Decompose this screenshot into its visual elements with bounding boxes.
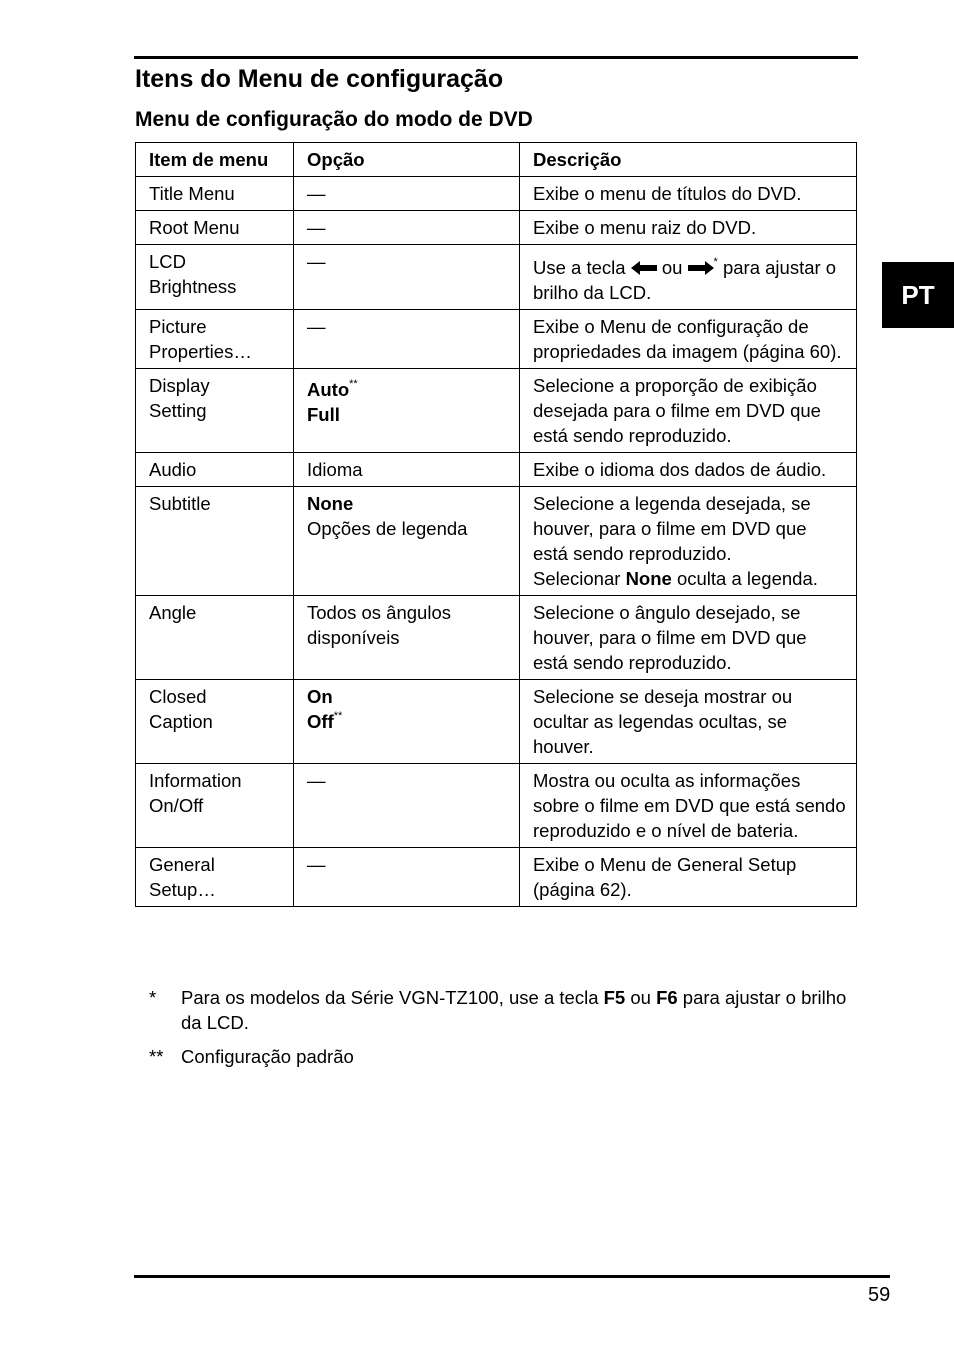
row-item-line: Picture [149,316,207,337]
row-item: Root Menu [136,211,294,245]
header-item: Item de menu [136,143,294,177]
option-value: Auto [307,379,350,400]
option-value: Off [307,711,334,732]
option-value: Full [307,404,340,425]
description-text: Selecionar [533,568,626,589]
row-description: Exibe o idioma dos dados de áudio. [520,453,857,487]
header-description: Descrição [520,143,857,177]
bottom-rule [134,1275,890,1278]
footnote-text [181,985,849,1035]
row-item: Subtitle [136,487,294,596]
row-description: Exibe o menu raiz do DVD. [520,211,857,245]
language-tab: PT [882,262,954,328]
row-option: — [294,848,520,907]
footnote-mark: ** [333,710,343,722]
row-item: Angle [136,596,294,680]
footnote-text-part: para ajustar o brilho da LCD. [181,987,847,1033]
description-bold-text: None [625,568,672,589]
row-item [136,369,294,453]
row-item [136,245,294,310]
row-description [520,487,857,596]
table-row [136,487,857,596]
row-item-line: Brightness [149,276,237,297]
footnote-mark: ** [349,378,358,390]
row-item-line: Information [149,770,242,791]
right-arrow-icon [688,261,714,275]
table-row [136,764,857,848]
dvd-setup-menu-table [135,142,857,907]
footnote [149,1044,849,1069]
row-option [294,369,520,453]
table-row [136,245,857,310]
description-text: Use a tecla [533,257,631,278]
footnote-mark: * [713,256,718,268]
option-value: None [307,493,354,514]
row-option: — [294,764,520,848]
row-item-line: Setup… [149,879,216,900]
left-arrow-icon [631,261,657,275]
key-name: F6 [656,987,678,1008]
option-value: Opções de legenda [307,518,468,539]
footnote-text-part: Para os modelos da Série VGN-TZ100, use a tecla [181,987,604,1008]
row-description [520,245,857,310]
row-description: Exibe o Menu de General Setup (página 62). [520,848,857,907]
row-option: — [294,245,520,310]
description-text: ou [656,257,688,278]
description-text: oculta a legenda. [671,568,818,589]
row-item-line: Display [149,375,210,396]
row-item-line: LCD [149,251,187,272]
row-option [294,487,520,596]
footnote-text: Configuração padrão [181,1046,354,1067]
description-text: Selecione a legenda desejada, se houver, para o filme em DVD que está sendo reproduzido. [533,493,811,564]
row-option: Idioma [294,453,520,487]
row-item [136,764,294,848]
row-description: Selecione o ângulo desejado, se houver, para o filme em DVD que está sendo reproduzido. [520,596,857,680]
row-description: Mostra ou oculta as informações sobre o filme em DVD que está sendo reproduzido e o nível de bateria. [520,764,857,848]
row-item-line: Caption [149,711,213,732]
key-name: F5 [603,987,626,1008]
footnote [149,985,849,1035]
top-rule [134,56,858,59]
row-description: Exibe o Menu de configuração de propriedades da imagem (página 60). [520,310,857,369]
footnote-mark: * [149,987,157,1008]
table-row [136,369,857,453]
page-number: 59 [868,1284,891,1306]
row-item-line: Closed [149,686,207,707]
footnote-text-part: ou [625,987,657,1008]
footnotes [149,985,849,1078]
row-option [294,680,520,764]
table-row [136,596,857,680]
table-row [136,848,857,907]
table-header-row [136,143,857,177]
table-row [136,211,857,245]
row-option: — [294,177,520,211]
table-row [136,177,857,211]
row-option: Todos os ângulos disponíveis [294,596,520,680]
row-item [136,310,294,369]
row-item-line: On/Off [149,795,204,816]
row-item: Audio [136,453,294,487]
row-description: Selecione se deseja mostrar ou ocultar as legendas ocultas, se houver. [520,680,857,764]
row-item-line: Setting [149,400,207,421]
row-item [136,848,294,907]
section-title: Menu de configuração do modo de DVD [135,108,533,131]
table-row [136,680,857,764]
row-option: — [294,310,520,369]
row-item: Title Menu [136,177,294,211]
row-description: Exibe o menu de títulos do DVD. [520,177,857,211]
row-item-line: Properties… [149,341,252,362]
option-value: On [307,686,333,707]
page-title: Itens do Menu de configuração [135,65,504,93]
table-row [136,310,857,369]
row-item-line: General [149,854,215,875]
header-option: Opção [294,143,520,177]
table-row [136,453,857,487]
description-text: para ajustar o brilho da LCD. [533,257,837,303]
row-item [136,680,294,764]
row-description: Selecione a proporção de exibição desejada para o filme em DVD que está sendo reproduzido. [520,369,857,453]
row-option: — [294,211,520,245]
footnote-mark: ** [149,1046,164,1067]
